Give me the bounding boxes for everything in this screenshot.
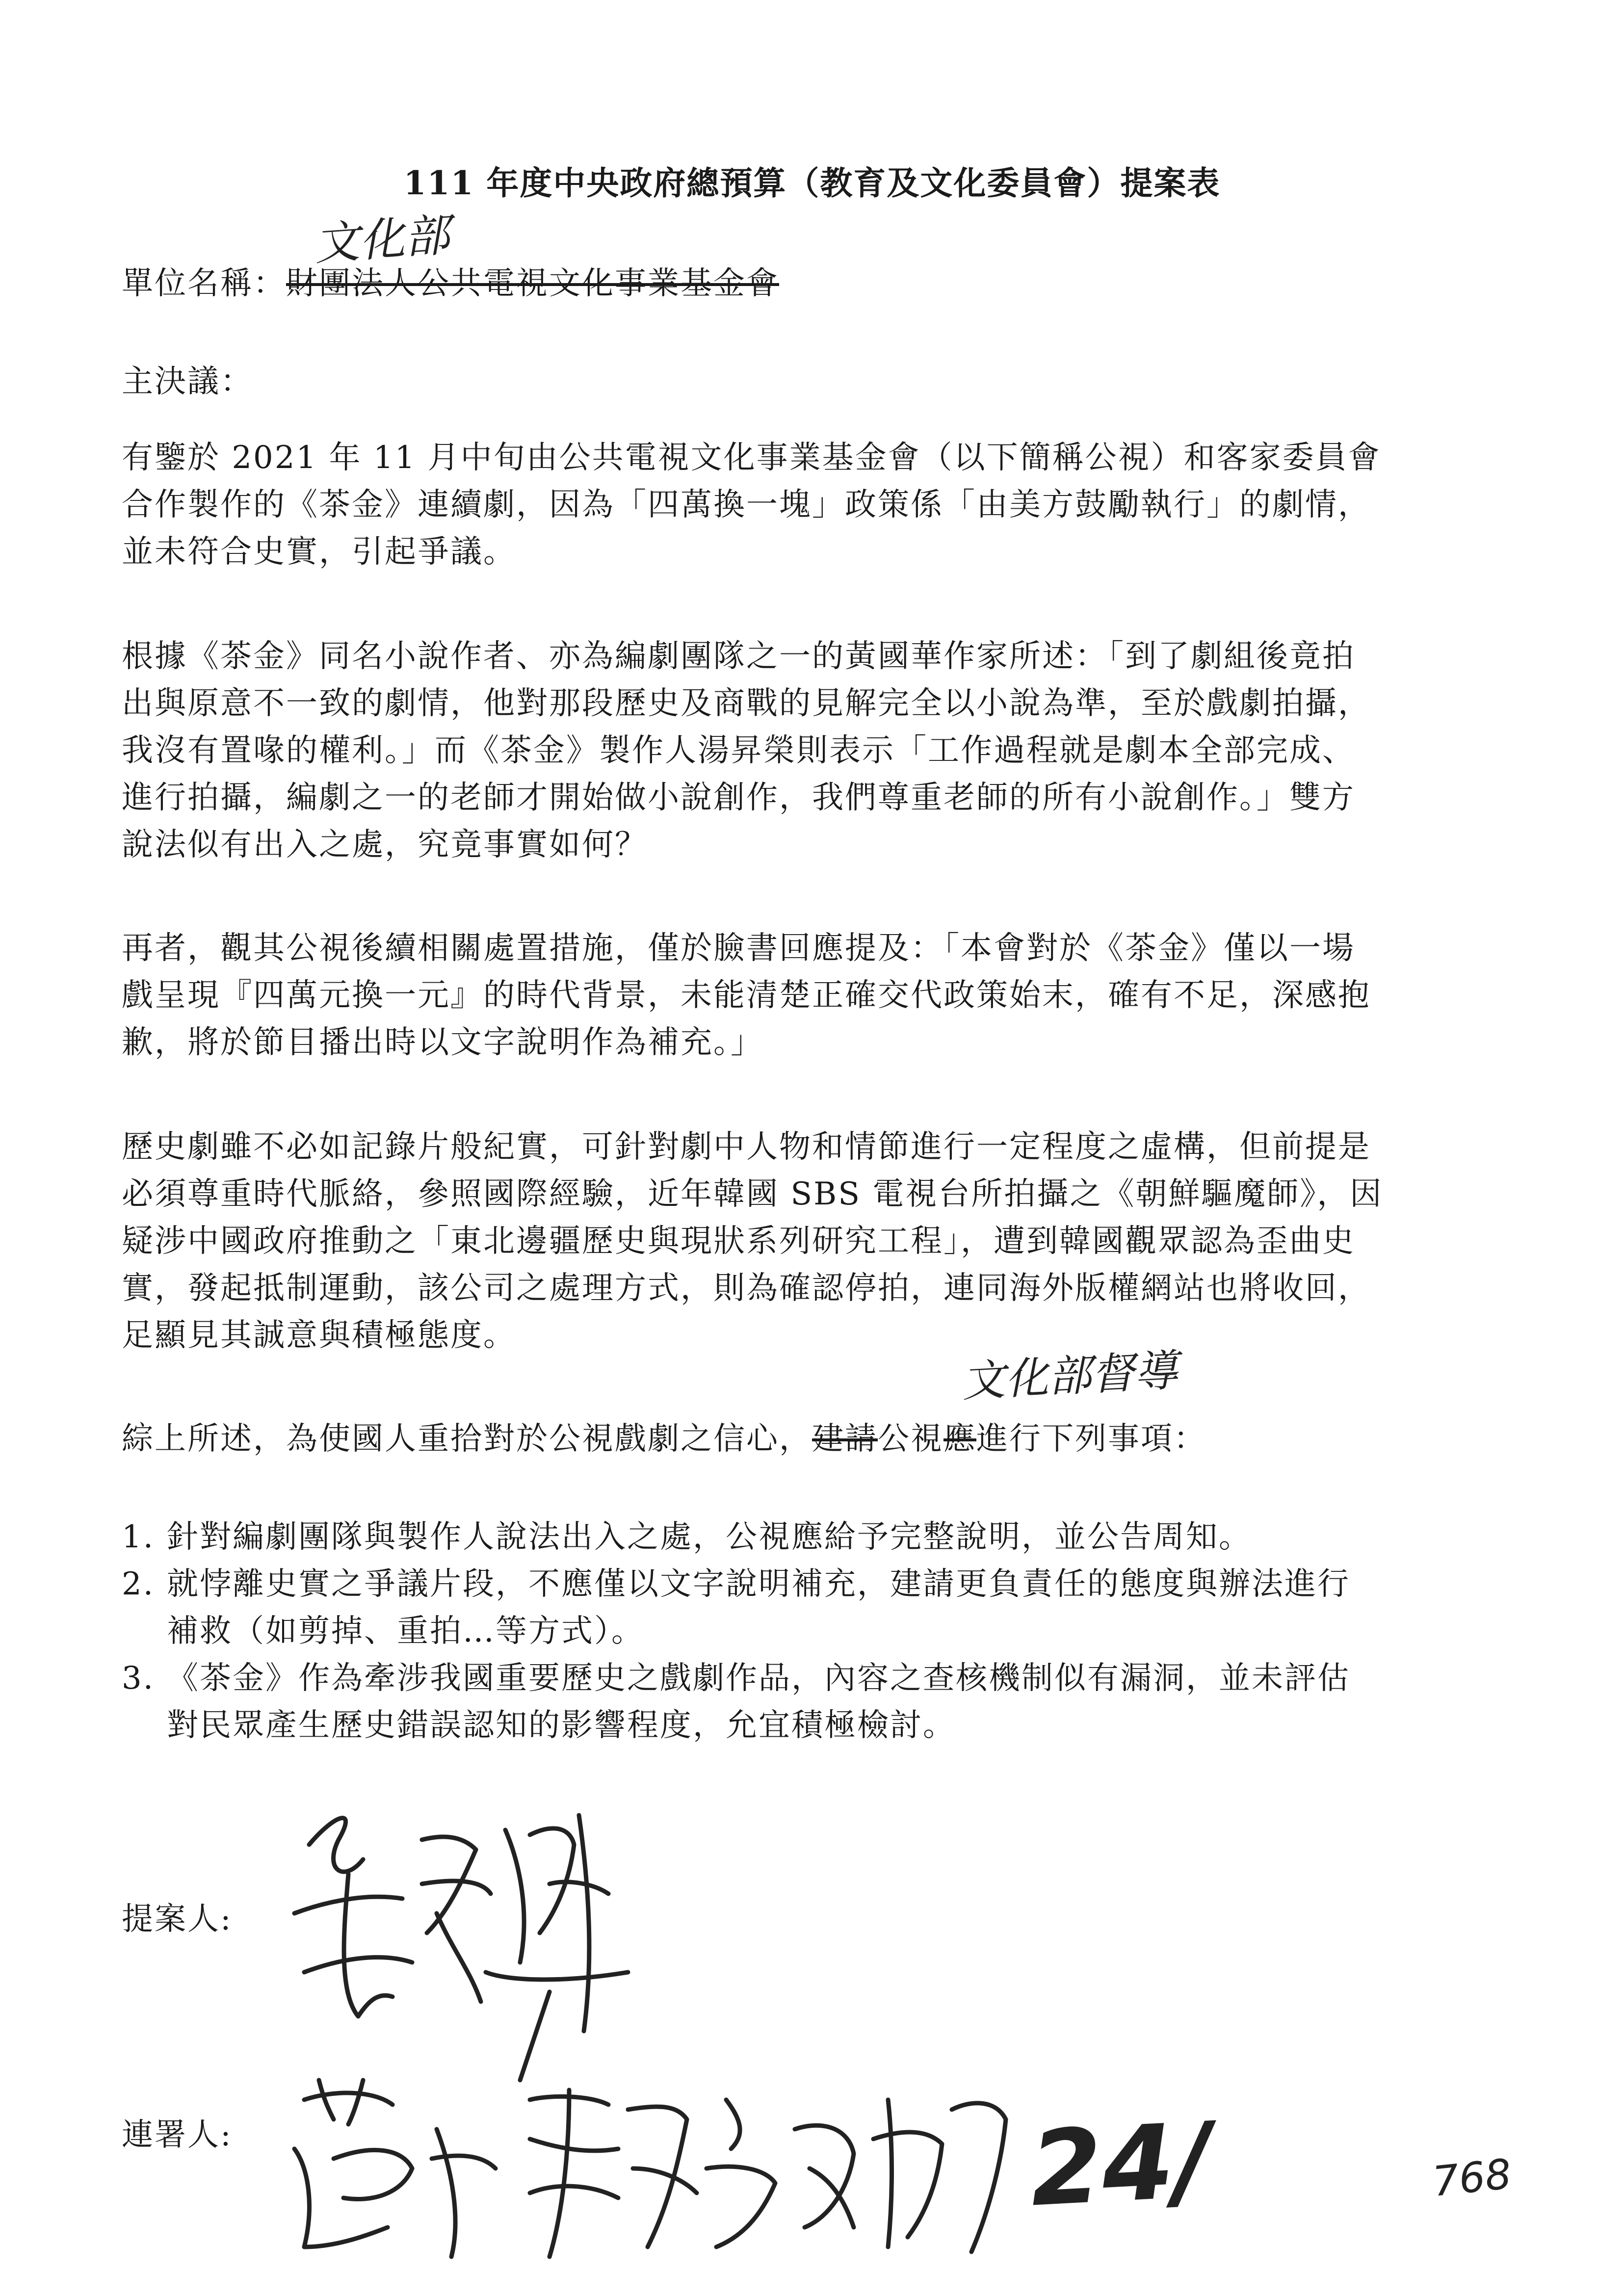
paragraph-line: 實，發起抵制運動，該公司之處理方式，則為確認停拍，連同海外版權網站也將收回， <box>122 1270 1371 1306</box>
paragraph-line: 合作製作的《茶金》連續劇，因為「四萬換一塊」政策係「由美方鼓勵執行」的劇情， <box>122 487 1371 523</box>
list-item-line: 補救（如剪掉、重拍…等方式）。 <box>167 1613 644 1649</box>
list-item-line: 《茶金》作為牽涉我國重要歷史之戲劇作品，內容之查核機制似有漏洞，並未評估 <box>167 1660 1350 1696</box>
paragraph-line: 足顯見其誠意與積極態度。 <box>122 1317 516 1354</box>
handwritten-summary-insert: 文化部督導 <box>960 1345 1179 1407</box>
paragraph-line: 根據《茶金》同名小說作者、亦為編劇團隊之一的黃國華作家所述：「到了劇組後竟拍 <box>122 638 1355 675</box>
list-item-line: 針對編劇團隊與製作人說法出入之處，公視應給予完整說明，並公告周知。 <box>167 1519 1252 1555</box>
cosigner-label: 連署人: <box>122 2117 233 2153</box>
paragraph-line: 我沒有置喙的權利。」而《茶金》製作人湯昇榮則表示「工作過程就是劇本全部完成、 <box>122 732 1355 769</box>
summary-line <box>122 1415 1206 1462</box>
paragraph-2 <box>122 633 1545 868</box>
list-item-line: 就悖離史實之爭議片段，不應僅以文字說明補充，建請更負責任的態度與辦法進行 <box>167 1566 1350 1602</box>
paragraph-line: 歷史劇雖不必如記錄片般紀實，可針對劇中人物和情節進行一定程度之虛構，但前提是 <box>122 1129 1371 1165</box>
main-resolution-label: 主決議： <box>122 364 253 400</box>
paragraph-line: 說法似有出入之處，究竟事實如何？ <box>122 827 648 863</box>
list-item-number: 1. <box>122 1519 155 1555</box>
list-item-number: 3. <box>122 1660 155 1696</box>
list-item <box>122 1655 1569 1749</box>
paragraph-line: 再者，觀其公視後續相關處置措施，僅於臉書回應提及：「本會對於《茶金》僅以一場 <box>122 930 1355 966</box>
handwritten-count: 24/ <box>1027 2100 1215 2230</box>
page-number: 768 <box>1430 2149 1514 2206</box>
paragraph-line: 進行拍攝，編劇之一的老師才開始做小說創作，我們尊重老師的所有小說創作。」雙方 <box>122 780 1355 816</box>
paragraph-line: 歉，將於節目播出時以文字說明作為補充。」 <box>122 1024 763 1061</box>
list-item-line: 對民眾產生歷史錯誤認知的影響程度，允宜積極檢討。 <box>167 1707 956 1744</box>
paragraph-line: 有鑒於 2021 年 11 月中旬由公共電視文化事業基金會（以下簡稱公視）和客家委員會 <box>122 440 1381 476</box>
list-item <box>122 1513 1569 1561</box>
proposer-signature <box>275 1786 677 2090</box>
paragraph-line: 並未符合史實，引起爭議。 <box>122 534 516 570</box>
unit-line <box>122 260 779 307</box>
unit-name-struck: 財團法人公共電視文化事業基金會 <box>286 265 779 302</box>
summary-struck-1: 建請 <box>812 1421 878 1457</box>
proposer-label: 提案人: <box>122 1901 233 1937</box>
list-item-number: 2. <box>122 1566 155 1602</box>
summary-prefix: 綜上所述，為使國人重拾對於公視戲劇之信心， <box>122 1421 812 1457</box>
paragraph-line: 出與原意不一致的劇情，他對那段歷史及商戰的見解完全以小說為準，至於戲劇拍攝， <box>122 685 1371 722</box>
paragraph-4 <box>122 1123 1545 1359</box>
unit-label: 單位名稱： <box>122 265 286 302</box>
paragraph-line: 疑涉中國政府推動之「東北邊疆歷史與現狀系列研究工程」，遭到韓國觀眾認為歪曲史 <box>122 1223 1355 1259</box>
list-item <box>122 1561 1569 1655</box>
paragraph-line: 必須尊重時代脈絡，參照國際經驗，近年韓國 SBS 電視台所拍攝之《朝鮮驅魔師》，因 <box>122 1176 1383 1212</box>
paragraph-3 <box>122 925 1545 1066</box>
document-title: 111 年度中央政府總預算（教育及文化委員會）提案表 <box>403 164 1221 202</box>
action-items-list <box>122 1513 1569 1749</box>
paragraph-line: 戲呈現『四萬元換一元』的時代背景，未能清楚正確交代政策始末，確有不足，深感抱 <box>122 977 1371 1014</box>
summary-struck-2: 應 <box>943 1421 976 1457</box>
paragraph-1 <box>122 434 1545 575</box>
summary-suffix: 進行下列事項： <box>976 1421 1206 1457</box>
summary-middle: 公視 <box>878 1421 943 1457</box>
handwritten-unit-correction: 文化部 <box>313 209 451 271</box>
